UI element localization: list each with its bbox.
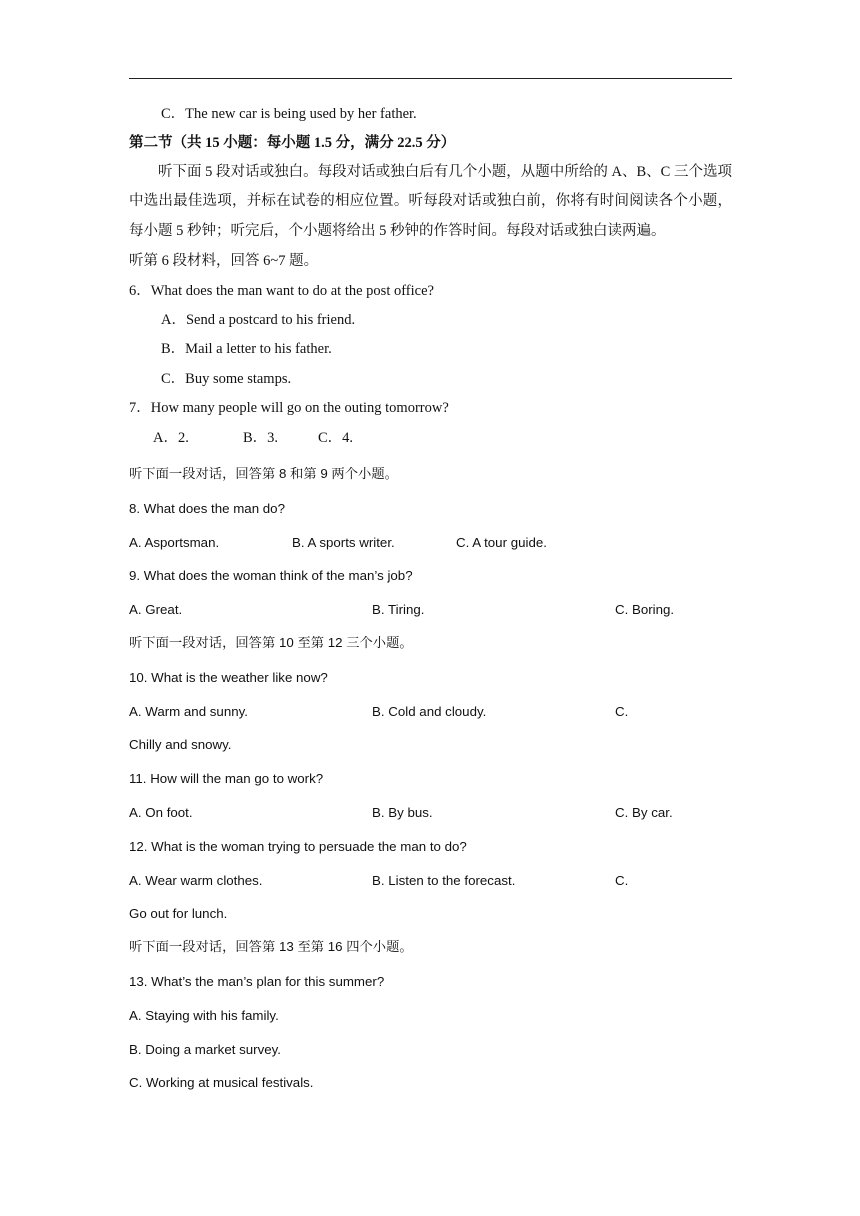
group-13-16-instruction: 听下面一段对话，回答第 13 至第 16 四个小题。 [129, 939, 413, 954]
q12-option-b: B. Listen to the forecast. [372, 873, 516, 888]
q6-option-a: A．Send a postcard to his friend. [161, 312, 356, 328]
section-instructions-last: 听第 6 段材料，回答 6~7 题。 [129, 253, 319, 269]
q10-stem: 10. What is the weather like now? [129, 670, 328, 685]
q9-stem: 9. What does the woman think of the man’s job? [129, 568, 413, 583]
q7-stem: 7．How many people will go on the outing tomorrow? [129, 400, 449, 416]
q8-stem: 8. What does the man do? [129, 501, 285, 516]
q10-option-c-text: Chilly and snowy. [129, 737, 232, 752]
q10-option-c: C. [615, 704, 629, 719]
q11-option-a: A. On foot. [129, 805, 193, 820]
q12-option-c: C. [615, 873, 629, 888]
q10-option-b: B. Cold and cloudy. [372, 704, 487, 719]
q7-option-c: C．4. [318, 430, 354, 446]
q5-option-c: C．The new car is being used by her father. [161, 106, 417, 122]
q8-option-c: C. A tour guide. [456, 535, 547, 550]
q8-option-b: B. A sports writer. [292, 535, 395, 550]
group-8-9-instruction: 听下面一段对话，回答第 8 和第 9 两个小题。 [129, 466, 398, 481]
q13-stem: 13. What’s the man’s plan for this summer? [129, 974, 385, 989]
q11-option-b: B. By bus. [372, 805, 433, 820]
q12-option-a: A. Wear warm clothes. [129, 873, 263, 888]
q13-option-b: B. Doing a market survey. [129, 1042, 281, 1057]
q9-option-c: C. Boring. [615, 602, 675, 617]
section-title: 第二节（共 15 小题：每小题 1.5 分，满分 22.5 分） [129, 135, 456, 151]
group-10-12-instruction: 听下面一段对话，回答第 10 至第 12 三个小题。 [129, 635, 413, 650]
q11-option-c: C. By car. [615, 805, 673, 820]
section-instructions: 听下面 5 段对话或独白。每段对话或独白后有几个小题，从题中所给的 A、B、C 三个选项中选出最佳选项，并标在试卷的相应位置。听每段对话或独白前，你将有时间阅读各个小题，每小题 5 秒钟；听完后，个小题将给出 5 秒钟的作答时间。每段对话或独白读两遍。 [129, 164, 732, 239]
q6-option-c: C．Buy some stamps. [161, 371, 292, 387]
q7-option-a: A．2. [153, 430, 189, 446]
q8-option-a: A. Asportsman. [129, 535, 220, 550]
q7-option-b: B．3. [243, 430, 279, 446]
q6-option-b: B．Mail a letter to his father. [161, 341, 332, 357]
q12-stem: 12. What is the woman trying to persuade the man to do? [129, 839, 467, 854]
q9-option-b: B. Tiring. [372, 602, 425, 617]
q12-option-c-text: Go out for lunch. [129, 906, 228, 921]
header-rule [129, 78, 732, 79]
q13-option-c: C. Working at musical festivals. [129, 1075, 314, 1090]
q6-stem: 6．What does the man want to do at the post office? [129, 283, 434, 299]
q10-option-a: A. Warm and sunny. [129, 704, 248, 719]
q13-option-a: A. Staying with his family. [129, 1008, 279, 1023]
q9-option-a: A. Great. [129, 602, 183, 617]
q11-stem: 11. How will the man go to work? [129, 771, 324, 786]
